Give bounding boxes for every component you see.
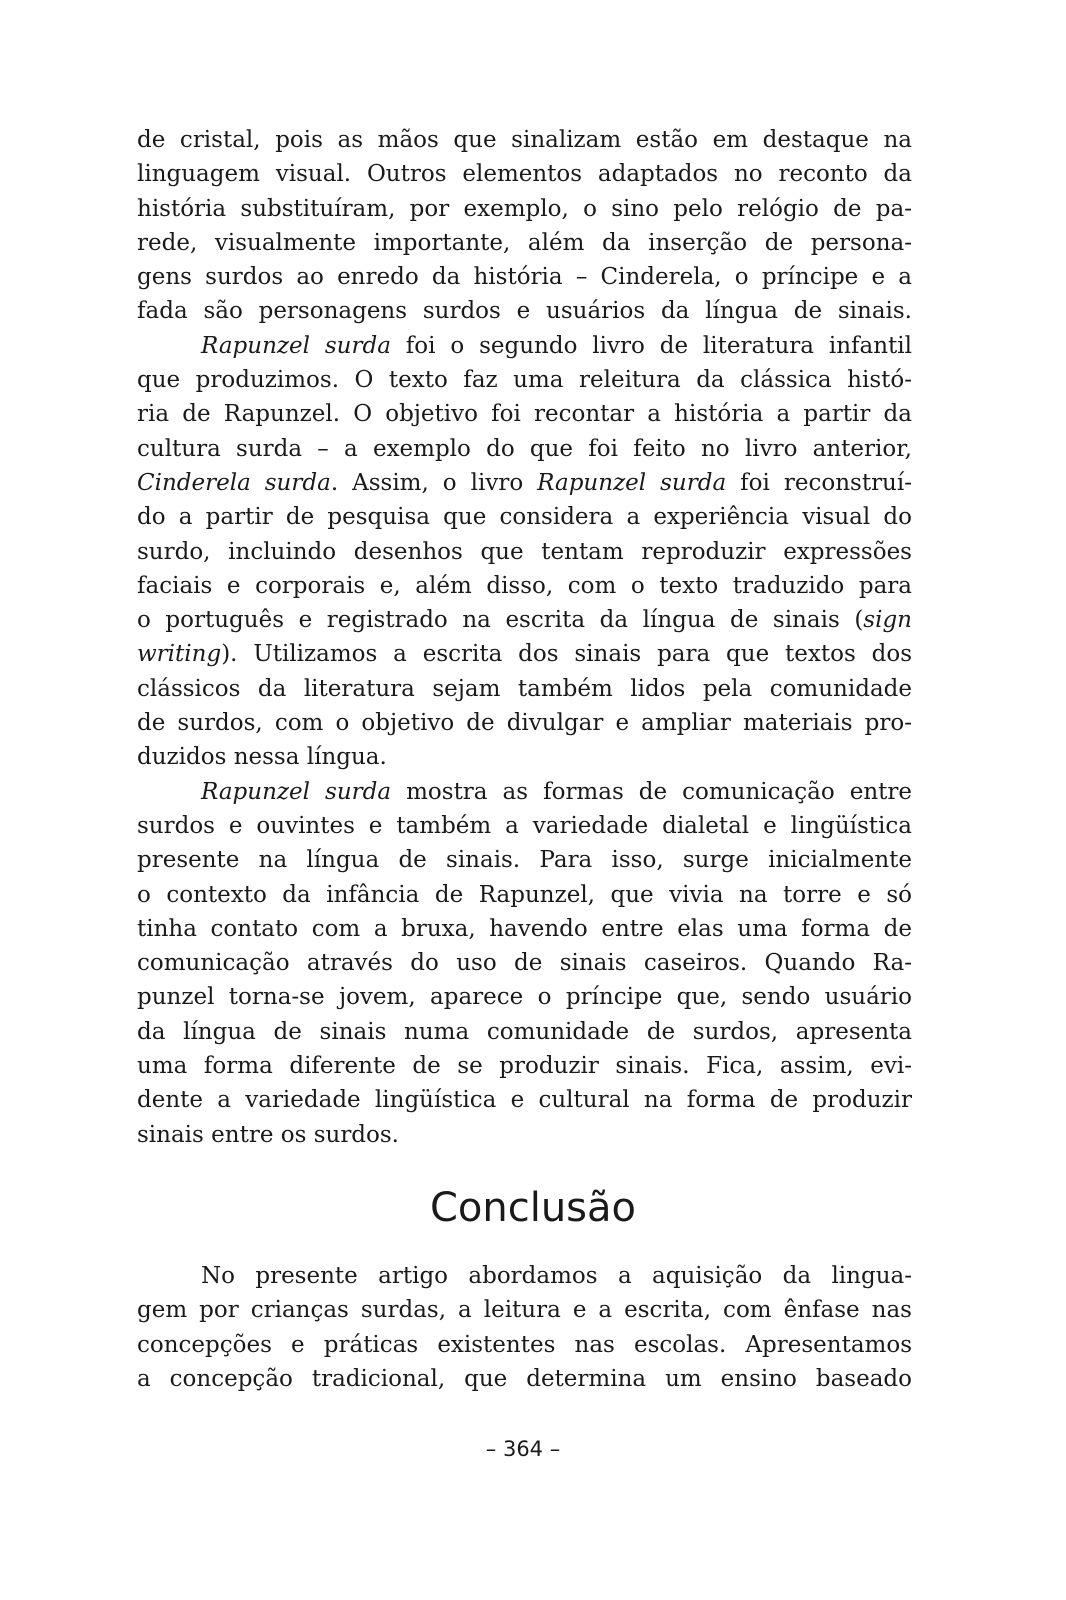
text-line: faciais e corporais e, além disso, com o texto traduzido para	[137, 572, 912, 599]
text-line	[137, 329, 912, 363]
text-line: surdos e ouvintes e também a variedade dialetal e lingüística	[137, 812, 912, 839]
body-text-upper	[137, 123, 912, 1152]
text-line: ria de Rapunzel. O objetivo foi recontar a história a partir da	[137, 401, 912, 428]
text-line: o contexto da infância de Rapunzel, que vivia na torre e só	[137, 881, 912, 908]
page-number: – 364 –	[485, 1437, 561, 1461]
text-line: clássicos da literatura sejam também lidos pela comunidade	[137, 675, 912, 702]
text-line: cultura surda – a exemplo do que foi feito no livro anterior,	[137, 435, 912, 462]
text-span: ). Utilizamos a escrita dos sinais para que textos dos	[221, 641, 912, 668]
text-line	[137, 775, 912, 809]
text-span: foi reconstruí-	[726, 469, 912, 496]
text-line	[137, 637, 912, 671]
text-line: que produzimos. O texto faz uma releitura da clássica histó-	[137, 367, 912, 394]
text-line: de cristal, pois as mãos que sinalizam estão em destaque na	[137, 127, 912, 153]
section-heading: Conclusão	[429, 1185, 637, 1231]
text-line: história substituíram, por exemplo, o sino pelo relógio de pa-	[137, 195, 912, 222]
book-title: Rapunzel surda	[201, 332, 391, 359]
paragraph	[137, 1259, 912, 1396]
text-line: sinais entre os surdos.	[137, 1121, 399, 1148]
italic-term: writing	[137, 641, 222, 668]
text-line: fada são personagens surdos e usuários da língua de sinais.	[137, 298, 912, 325]
text-span: mostra as formas de comunicação entre	[391, 778, 912, 805]
text-line: gem por crianças surdas, a leitura e a escrita, com ênfase nas	[137, 1297, 912, 1324]
text-line: linguagem visual. Outros elementos adaptados no reconto da	[137, 161, 912, 188]
text-line: de surdos, com o objetivo de divulgar e ampliar materiais pro-	[137, 710, 912, 737]
text-line: duzidos nessa língua.	[137, 744, 387, 771]
text-span: o português e registrado na escrita da língua de sinais (	[137, 607, 864, 634]
book-title: Rapunzel surda	[537, 469, 727, 496]
text-span: . Assim, o livro	[330, 469, 538, 496]
text-line: tinha contato com a bruxa, havendo entre elas uma forma de	[137, 915, 912, 942]
text-line: punzel torna-se jovem, aparece o príncipe que, sendo usuário	[137, 984, 912, 1011]
text-line: concepções e práticas existentes nas escolas. Apresentamos	[137, 1331, 912, 1358]
text-line: uma forma diferente de se produzir sinais. Fica, assim, evi-	[137, 1053, 912, 1080]
book-title: Cinderela surda	[137, 469, 331, 496]
text-line	[137, 466, 912, 500]
text-line: surdo, incluindo desenhos que tentam reproduzir expressões	[137, 538, 912, 565]
paragraph	[137, 123, 912, 329]
paragraph	[137, 329, 912, 775]
text-line: presente na língua de sinais. Para isso, surge inicialmente	[137, 847, 912, 874]
book-title: Rapunzel surda	[201, 778, 392, 805]
text-line: da língua de sinais numa comunidade de surdos, apresenta	[137, 1018, 912, 1045]
text-line: a concepção tradicional, que determina um ensino baseado	[137, 1365, 912, 1392]
italic-term: sign	[863, 607, 912, 634]
text-span: foi o segundo livro de literatura infantil	[390, 332, 912, 359]
text-line: rede, visualmente importante, além da inserção de persona-	[137, 229, 912, 256]
text-line: No presente artigo abordamos a aquisição da lingua-	[201, 1263, 912, 1289]
text-line: dente a variedade lingüística e cultural na forma de produzir	[137, 1087, 912, 1114]
text-line: comunicação através do uso de sinais caseiros. Quando Ra-	[137, 950, 912, 977]
text-line: gens surdos ao enredo da história – Cinderela, o príncipe e a	[137, 264, 912, 291]
paragraph	[137, 775, 912, 1152]
text-line: do a partir de pesquisa que considera a experiência visual do	[137, 504, 912, 531]
text-line	[137, 603, 912, 637]
body-text-lower	[137, 1259, 912, 1396]
